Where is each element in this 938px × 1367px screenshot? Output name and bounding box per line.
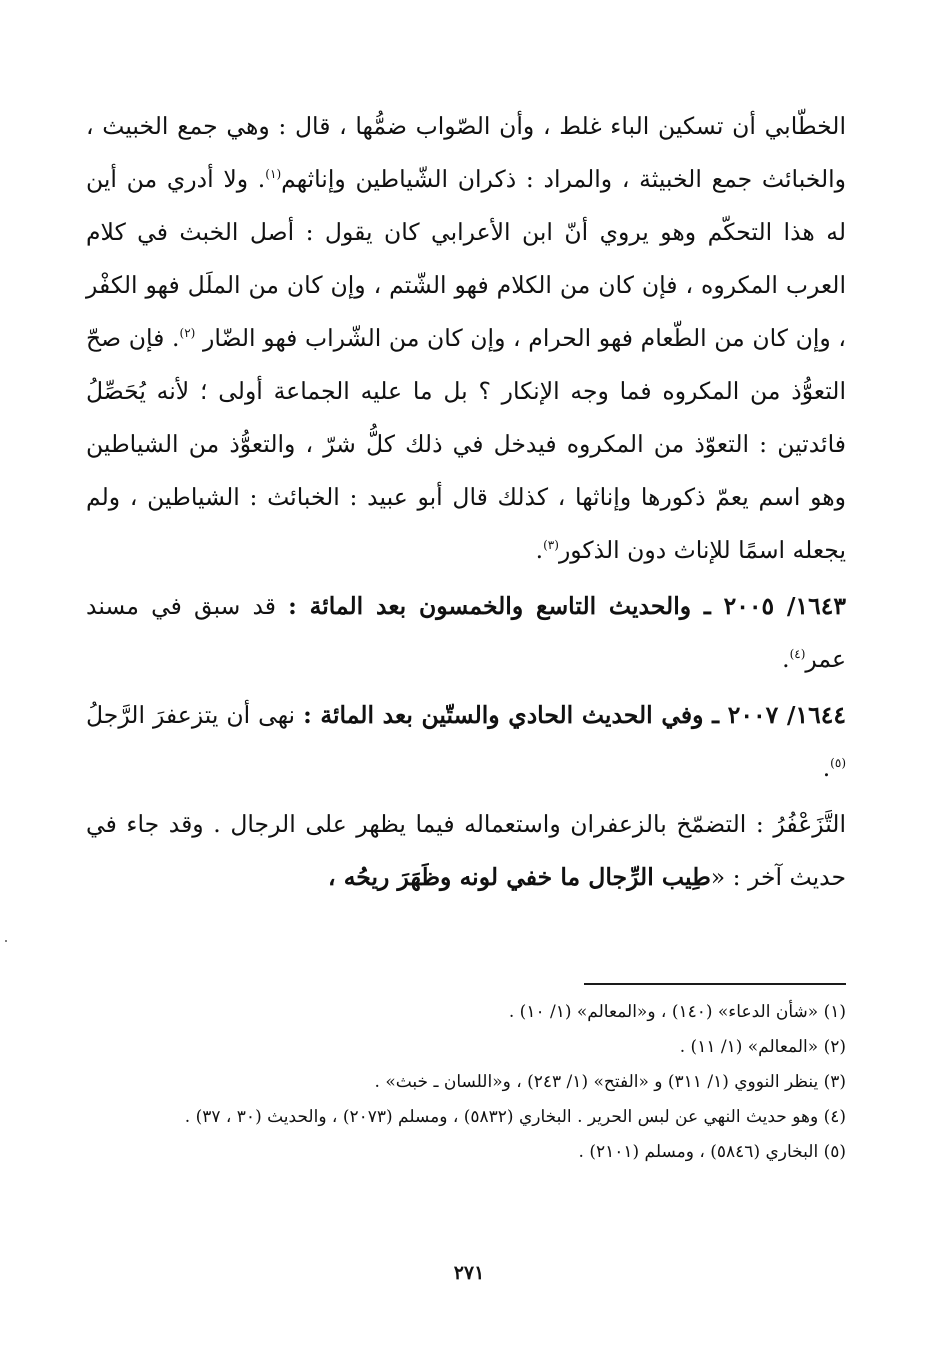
entry-text: نهى أن يتزعفرَ الرَّجلُ [86, 701, 304, 729]
hadith-entry-1644 [86, 689, 846, 795]
paragraph-text: الخطّابي أن تسكين الباء غلط ، وأن الصّواب ضمُّها ، قال : وهي جمع الخبيث ، والخبائث جمع الخبيثة ، والمراد : ذكران الشّياطين وإناثهم [86, 112, 847, 193]
paragraph-end: . [535, 536, 544, 564]
paragraph-explanation [86, 798, 846, 904]
footnote-1: (١) «شأن الدعاء» (١٤٠) ، و«المعالم» (١/ ١٠) . [508, 1002, 846, 1022]
entry-text: قد سبق في مسند عمر [86, 592, 846, 673]
entry-heading: ١٦٤٣/ ٢٠٠٥ ـ والحديث التاسع والخمسون بعد المائة : [288, 592, 846, 620]
footnote-separator [584, 983, 846, 985]
entry-heading: ١٦٤٤/ ٢٠٠٧ ـ وفي الحديث الحادي والستّين بعد المائة : [303, 701, 846, 729]
footnotes [86, 996, 846, 1171]
paragraph-commentary [86, 100, 846, 577]
paragraph-text: التَّزَعْفُرُ : التضمّخ بالزعفران واستعماله فيما يظهر على الرجال . وقد جاء في حديث آخر : « [86, 810, 846, 891]
main-text [86, 100, 846, 904]
paragraph-text: . فإن صحّ التعوُّذ من المكروه فما وجه الإنكار ؟ بل ما عليه الجماعة أولى ؛ لأنه يُحَصِّلُ فائدتين : التعوّذ من المكروه فيدخل في ذلك كلُّ شرّ ، والتعوُّذ من الشياطين وهو اسم يعمّ ذكورها وإناثها ، كذلك قال أبو عبيد : الخبائث : الشياطين ، ولم يجعله اسمًا للإناث دون الذكور [86, 324, 846, 564]
hadith-entry-1643 [86, 580, 846, 686]
footnote-ref-3[interactable]: (٣) [543, 538, 559, 553]
footnote-2: (٢) «المعالم» (١/ ١١) . [679, 1037, 846, 1057]
footnote-5: (٥) البخاري (٥٨٤٦) ، ومسلم (٢١٠١) . [578, 1142, 846, 1162]
footnote-ref-5[interactable]: (٥) [830, 756, 846, 771]
footnote-ref-2[interactable]: (٢) [179, 326, 196, 341]
entry-end: . [782, 645, 790, 673]
hadith-quote: طِيب الرِّجال ما خفي لونه وظَهَرَ ريحُه ، [327, 863, 711, 891]
entry-end: . [822, 754, 831, 782]
scan-speck [5, 940, 7, 942]
footnote-ref-1[interactable]: (١) [265, 167, 282, 182]
footnote-3: (٣) ينظر النووي (١/ ٣١١) و «الفتح» (١/ ٢٤٣) ، و«اللسان ـ خبث» . [374, 1072, 846, 1092]
page-number: ٢٧١ [453, 1262, 485, 1284]
paragraph-text: . ولا أدري من أين له هذا التحكّم وهو يروي أنّ ابن الأعرابي كان يقول : أصل الخبث في كلام العرب المكروه ، فإن كان من الكلام فهو الشّتم ، وإن كان من الملَل فهو الكفْر ، وإن كان من الطّعام فهو الحرام ، وإن كان من الشّراب فهو الضّار [86, 165, 846, 352]
footnote-ref-4[interactable]: (٤) [789, 647, 806, 662]
footnote-4: (٤) وهو حديث النهي عن لبس الحرير . البخاري (٥٨٣٢) ، ومسلم (٢٠٧٣) ، والحديث (٣٠ ، ٣٧) . [184, 1107, 846, 1127]
